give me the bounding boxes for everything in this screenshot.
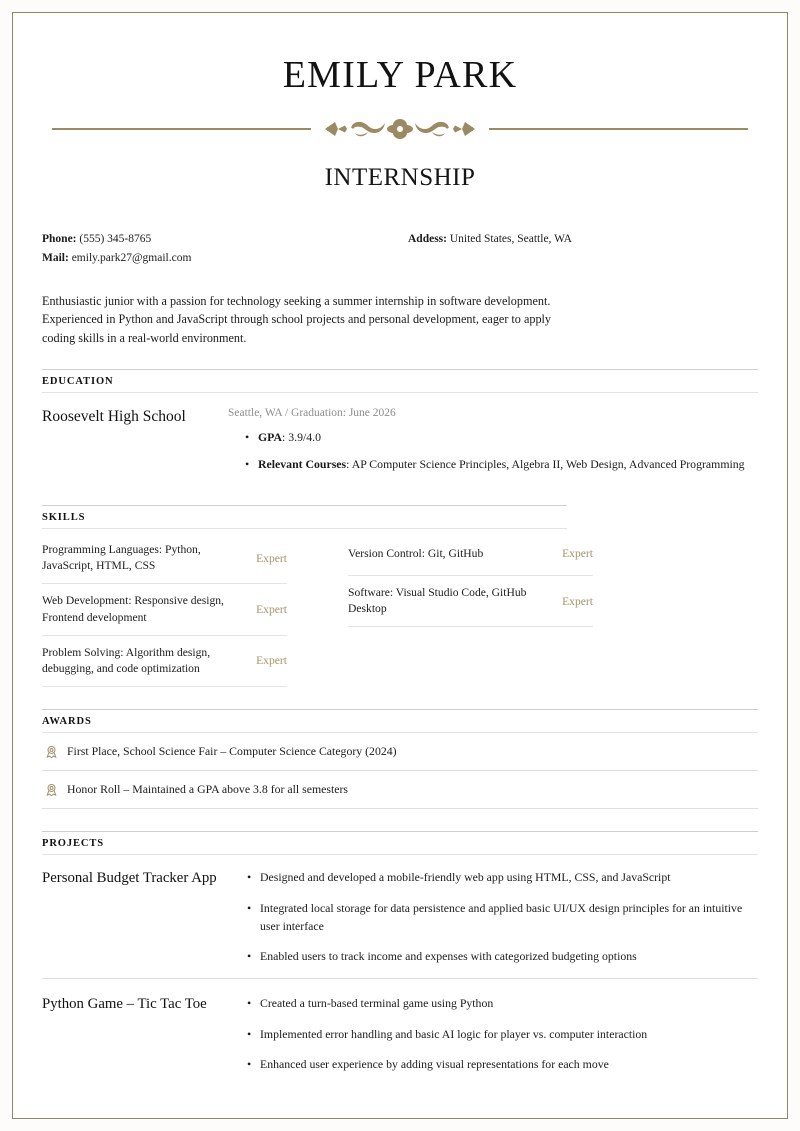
address-value: United States, Seattle, WA: [449, 232, 572, 245]
address-label: Addess:: [408, 232, 447, 245]
project-entry: [42, 855, 758, 978]
section-heading-education: EDUCATION: [42, 369, 758, 393]
list-item: [258, 456, 758, 474]
skill-level: Expert: [256, 603, 287, 616]
header-ornament-divider: [52, 116, 748, 142]
award-row: [42, 733, 758, 771]
phone-value: (555) 345-8765: [79, 232, 152, 245]
education-detail-value: : AP Computer Science Principles, Algebra II, Web Design, Advanced Programming: [346, 457, 745, 472]
section-heading-awards: AWARDS: [42, 709, 758, 733]
list-item: • Implemented error handling and basic AI logic for player vs. computer interaction: [260, 1026, 758, 1044]
award-text: Honor Roll – Maintained a GPA above 3.8 for all semesters: [67, 782, 349, 797]
section-heading-projects: PROJECTS: [42, 831, 758, 855]
projects-section: [42, 831, 758, 1086]
resume-content: [12, 12, 788, 1119]
skill-row: [42, 584, 287, 635]
skills-section: [42, 505, 758, 687]
list-item: • Integrated local storage for data persistence and applied basic UI/UX design principles for an intuitive user interface: [260, 900, 758, 935]
skill-name: Web Development: Responsive design, Frontend development: [42, 594, 224, 624]
job-title: INTERNSHIP: [324, 163, 476, 191]
skill-level: Expert: [256, 551, 287, 565]
skill-level: Expert: [562, 547, 593, 561]
skill-name: Problem Solving: Algorithm design, debugging, and code optimization: [42, 645, 211, 675]
mail-line: [42, 249, 408, 268]
candidate-name: EMILY PARK: [282, 54, 518, 96]
project-bullet-list: [242, 869, 758, 966]
skill-row: [348, 533, 593, 576]
education-detail-label: GPA: [258, 430, 283, 445]
education-meta: Seattle, WA / Graduation: June 2026: [228, 407, 396, 420]
section-heading-skills: SKILLS: [42, 505, 567, 529]
education-details: [228, 407, 758, 482]
education-section: [42, 369, 758, 482]
education-detail-value: : 3.9/4.0: [282, 430, 322, 445]
skills-column-left: [42, 533, 287, 687]
phone-label: Phone:: [42, 232, 77, 245]
professional-summary: Enthusiastic junior with a passion for technology seeking a summer internship in software development. Experienced in Python and JavaScript through school projects and personal development, eager to apply coding skills in a real-world environment.: [42, 293, 552, 345]
skill-row: [42, 533, 287, 584]
skill-row: [348, 576, 593, 627]
skill-level: Expert: [256, 654, 287, 668]
skills-grid: [42, 533, 758, 687]
skill-name: Programming Languages: Python, JavaScript, HTML, CSS: [42, 542, 201, 573]
project-entry: [42, 978, 758, 1086]
skill-level: Expert: [562, 594, 593, 608]
award-text: First Place, School Science Fair – Computer Science Category (2024): [67, 744, 397, 759]
ornament-line-right: [489, 128, 748, 129]
award-medal-icon: [44, 782, 59, 797]
list-item: • Created a turn-based terminal game using Python: [260, 995, 758, 1013]
awards-section: [42, 709, 758, 809]
phone-line: [42, 230, 408, 249]
list-item: • Designed and developed a mobile-friendly web app using HTML, CSS, and JavaScript: [260, 869, 758, 887]
list-item: • Enabled users to track income and expenses with categorized budgeting options: [260, 948, 758, 966]
education-detail-label: Relevant Courses: [258, 457, 347, 472]
skill-row: [42, 636, 287, 687]
education-school-name: Roosevelt High School: [42, 408, 186, 426]
ornament-line-left: [52, 128, 311, 129]
project-description: [242, 869, 758, 968]
education-bullet-list: [228, 429, 758, 473]
ornament-flourish-icon: [311, 116, 489, 142]
contact-block: [42, 230, 758, 268]
mail-value: emily.park27@gmail.com: [71, 251, 192, 264]
award-row: [42, 771, 758, 809]
skill-name: Software: Visual Studio Code, GitHub Desktop: [348, 585, 527, 616]
skills-column-right: [348, 533, 593, 687]
project-description: [242, 995, 758, 1076]
address-line: [408, 230, 758, 249]
project-bullet-list: [242, 995, 758, 1074]
contact-column-right: [408, 230, 758, 268]
education-entry: [42, 407, 758, 482]
mail-label: Mail:: [42, 251, 69, 264]
project-title: Python Game – Tic Tac Toe: [42, 995, 207, 1012]
skill-name: Version Control: Git, GitHub: [348, 546, 484, 560]
list-item: [258, 429, 758, 447]
list-item: • Enhanced user experience by adding visual representations for each move: [260, 1056, 758, 1074]
contact-column-left: [42, 230, 408, 268]
award-medal-icon: [44, 744, 59, 759]
project-title: Personal Budget Tracker App: [42, 870, 217, 887]
